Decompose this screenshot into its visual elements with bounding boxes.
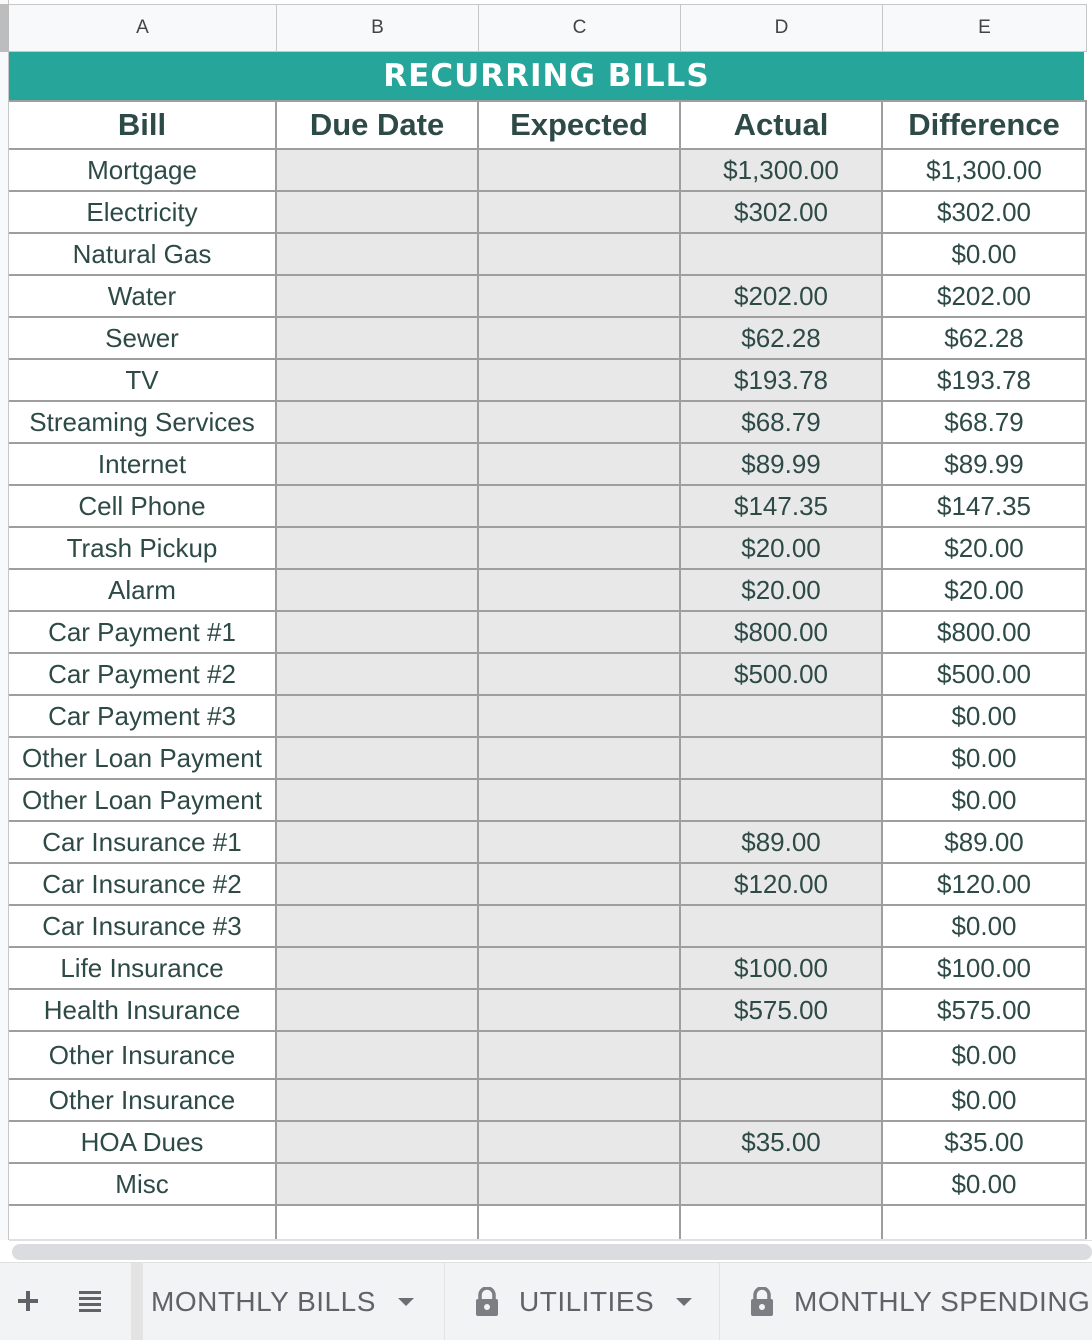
actual-cell[interactable] [681, 1164, 883, 1204]
column-header-d[interactable]: D [681, 5, 883, 51]
due-date-cell[interactable] [277, 1032, 479, 1078]
actual-cell[interactable]: $68.79 [681, 402, 883, 442]
sheet-title-cell[interactable]: RECURRING BILLS [9, 52, 1084, 100]
bill-cell[interactable]: Car Insurance #1 [9, 822, 277, 862]
actual-cell[interactable]: $500.00 [681, 654, 883, 694]
horizontal-scrollbar[interactable] [9, 1240, 1092, 1262]
actual-cell[interactable]: $35.00 [681, 1122, 883, 1162]
expected-cell[interactable] [479, 1080, 681, 1120]
table-row [9, 654, 1087, 696]
difference-cell[interactable]: $20.00 [883, 570, 1087, 610]
actual-cell[interactable] [681, 780, 883, 820]
difference-cell[interactable]: $0.00 [883, 234, 1087, 274]
bill-cell[interactable]: Cell Phone [9, 486, 277, 526]
table-row [9, 1032, 1087, 1080]
bill-cell[interactable]: Car Payment #1 [9, 612, 277, 652]
column-headers [9, 4, 1087, 52]
expected-cell[interactable] [479, 738, 681, 778]
table-header-row [9, 100, 1087, 150]
bill-cell[interactable]: TV [9, 360, 277, 400]
due-date-cell[interactable] [277, 150, 479, 190]
due-date-cell[interactable] [277, 696, 479, 736]
expected-cell[interactable] [479, 486, 681, 526]
column-header-c[interactable]: C [479, 5, 681, 51]
bill-cell[interactable]: Sewer [9, 318, 277, 358]
table-row [9, 612, 1087, 654]
empty-cell[interactable] [883, 1206, 1087, 1239]
expected-cell[interactable] [479, 780, 681, 820]
due-date-cell[interactable] [277, 780, 479, 820]
bill-cell[interactable]: Trash Pickup [9, 528, 277, 568]
expected-cell[interactable] [479, 402, 681, 442]
difference-cell[interactable]: $68.79 [883, 402, 1087, 442]
select-all-corner[interactable] [0, 4, 9, 52]
caret-down-icon[interactable] [398, 1298, 414, 1306]
list-icon [78, 1289, 102, 1313]
due-date-cell[interactable] [277, 864, 479, 904]
difference-cell[interactable]: $0.00 [883, 1032, 1087, 1078]
sheet-tab-bar [0, 1262, 1092, 1340]
tab-divider [131, 1263, 143, 1340]
actual-cell[interactable]: $193.78 [681, 360, 883, 400]
difference-cell[interactable]: $20.00 [883, 528, 1087, 568]
expected-cell[interactable] [479, 990, 681, 1030]
bill-cell[interactable]: Streaming Services [9, 402, 277, 442]
empty-cell[interactable] [277, 1206, 479, 1239]
difference-cell[interactable]: $0.00 [883, 906, 1087, 946]
table-row [9, 990, 1087, 1032]
bill-cell[interactable]: Car Insurance #2 [9, 864, 277, 904]
due-date-cell[interactable] [277, 1080, 479, 1120]
difference-cell[interactable]: $35.00 [883, 1122, 1087, 1162]
table-row [9, 1164, 1087, 1206]
tab-label: UTILITIES [519, 1286, 655, 1317]
empty-cell[interactable] [9, 1206, 277, 1239]
bill-cell[interactable]: Other Loan Payment [9, 738, 277, 778]
actual-cell[interactable]: $89.00 [681, 822, 883, 862]
table-row [9, 360, 1087, 402]
difference-cell[interactable]: $302.00 [883, 192, 1087, 232]
empty-cell[interactable] [681, 1206, 883, 1239]
actual-cell[interactable]: $302.00 [681, 192, 883, 232]
expected-cell[interactable] [479, 864, 681, 904]
table-row [9, 738, 1087, 780]
expected-cell[interactable] [479, 822, 681, 862]
bill-cell[interactable]: Other Insurance [9, 1080, 277, 1120]
bill-cell[interactable]: Water [9, 276, 277, 316]
bill-cell[interactable]: HOA Dues [9, 1122, 277, 1162]
tab-label: MONTHLY SPENDING [794, 1286, 1091, 1317]
table-row [9, 276, 1087, 318]
due-date-cell[interactable] [277, 654, 479, 694]
table-body [9, 150, 1087, 1240]
bill-cell[interactable]: Car Payment #2 [9, 654, 277, 694]
difference-cell[interactable]: $0.00 [883, 696, 1087, 736]
caret-down-icon[interactable] [676, 1298, 692, 1306]
difference-cell[interactable]: $0.00 [883, 1164, 1087, 1204]
header-bill[interactable]: Bill [9, 102, 277, 148]
expected-cell[interactable] [479, 192, 681, 232]
actual-cell[interactable]: $1,300.00 [681, 150, 883, 190]
due-date-cell[interactable] [277, 738, 479, 778]
difference-cell[interactable]: $89.99 [883, 444, 1087, 484]
due-date-cell[interactable] [277, 948, 479, 988]
expected-cell[interactable] [479, 360, 681, 400]
actual-cell[interactable]: $800.00 [681, 612, 883, 652]
empty-cell[interactable] [1084, 52, 1092, 100]
expected-cell[interactable] [479, 696, 681, 736]
actual-cell[interactable]: $100.00 [681, 948, 883, 988]
difference-cell[interactable]: $500.00 [883, 654, 1087, 694]
bill-cell[interactable]: Other Loan Payment [9, 780, 277, 820]
bill-cell[interactable]: Alarm [9, 570, 277, 610]
tab-monthly-spending[interactable] [720, 1263, 1092, 1340]
table-row [9, 864, 1087, 906]
difference-cell[interactable]: $0.00 [883, 780, 1087, 820]
expected-cell[interactable] [479, 150, 681, 190]
difference-cell[interactable]: $0.00 [883, 1080, 1087, 1120]
due-date-cell[interactable] [277, 1164, 479, 1204]
table-row [9, 150, 1087, 192]
due-date-cell[interactable] [277, 318, 479, 358]
bill-cell[interactable]: Natural Gas [9, 234, 277, 274]
actual-cell[interactable] [681, 696, 883, 736]
table-row [9, 192, 1087, 234]
due-date-cell[interactable] [277, 570, 479, 610]
bill-cell[interactable]: Life Insurance [9, 948, 277, 988]
bill-cell[interactable]: Health Insurance [9, 990, 277, 1030]
expected-cell[interactable] [479, 948, 681, 988]
all-sheets-button[interactable] [72, 1283, 108, 1319]
header-due-date[interactable]: Due Date [277, 102, 479, 148]
expected-cell[interactable] [479, 528, 681, 568]
due-date-cell[interactable] [277, 402, 479, 442]
empty-cell[interactable] [479, 1206, 681, 1239]
bill-cell[interactable]: Other Insurance [9, 1032, 277, 1078]
difference-cell[interactable]: $62.28 [883, 318, 1087, 358]
actual-cell[interactable]: $120.00 [681, 864, 883, 904]
column-header-e[interactable]: E [883, 5, 1087, 51]
difference-cell[interactable]: $120.00 [883, 864, 1087, 904]
actual-cell[interactable] [681, 906, 883, 946]
due-date-cell[interactable] [277, 192, 479, 232]
due-date-cell[interactable] [277, 990, 479, 1030]
due-date-cell[interactable] [277, 612, 479, 652]
expected-cell[interactable] [479, 234, 681, 274]
table-row [9, 528, 1087, 570]
difference-cell[interactable]: $800.00 [883, 612, 1087, 652]
difference-cell[interactable]: $0.00 [883, 738, 1087, 778]
difference-cell[interactable]: $100.00 [883, 948, 1087, 988]
bill-cell[interactable]: Internet [9, 444, 277, 484]
row-header-gutter [0, 0, 9, 1240]
expected-cell[interactable] [479, 654, 681, 694]
actual-cell[interactable] [681, 234, 883, 274]
expected-cell[interactable] [479, 1122, 681, 1162]
actual-cell[interactable]: $89.99 [681, 444, 883, 484]
actual-cell[interactable] [681, 1080, 883, 1120]
expected-cell[interactable] [479, 1032, 681, 1078]
due-date-cell[interactable] [277, 444, 479, 484]
bill-cell[interactable]: Misc [9, 1164, 277, 1204]
expected-cell[interactable] [479, 1164, 681, 1204]
difference-cell[interactable]: $89.00 [883, 822, 1087, 862]
table-row [9, 318, 1087, 360]
add-sheet-button[interactable] [10, 1283, 46, 1319]
actual-cell[interactable]: $62.28 [681, 318, 883, 358]
bill-cell[interactable]: Car Insurance #3 [9, 906, 277, 946]
empty-row [9, 1206, 1087, 1240]
difference-cell[interactable]: $575.00 [883, 990, 1087, 1030]
table-row [9, 780, 1087, 822]
due-date-cell[interactable] [277, 1122, 479, 1162]
difference-cell[interactable]: $1,300.00 [883, 150, 1087, 190]
table-row [9, 570, 1087, 612]
actual-cell[interactable]: $147.35 [681, 486, 883, 526]
due-date-cell[interactable] [277, 906, 479, 946]
actual-cell[interactable]: $575.00 [681, 990, 883, 1030]
actual-cell[interactable] [681, 1032, 883, 1078]
lock-icon [475, 1287, 499, 1317]
table-row [9, 402, 1087, 444]
table-row [9, 486, 1087, 528]
due-date-cell[interactable] [277, 276, 479, 316]
lock-icon [750, 1287, 774, 1317]
table-row [9, 1122, 1087, 1164]
tab-label: MONTHLY BILLS [151, 1286, 376, 1317]
due-date-cell[interactable] [277, 234, 479, 274]
column-header-a[interactable]: A [9, 5, 277, 51]
difference-cell[interactable]: $193.78 [883, 360, 1087, 400]
header-difference[interactable]: Difference [883, 102, 1087, 148]
bill-cell[interactable]: Mortgage [9, 150, 277, 190]
scrollbar-thumb[interactable] [12, 1244, 1092, 1260]
bill-cell[interactable]: Car Payment #3 [9, 696, 277, 736]
due-date-cell[interactable] [277, 360, 479, 400]
table-row [9, 1080, 1087, 1122]
table-row [9, 948, 1087, 990]
due-date-cell[interactable] [277, 528, 479, 568]
table-row [9, 906, 1087, 948]
expected-cell[interactable] [479, 570, 681, 610]
header-expected[interactable]: Expected [479, 102, 681, 148]
table-row [9, 234, 1087, 276]
table-row [9, 444, 1087, 486]
actual-cell[interactable]: $20.00 [681, 570, 883, 610]
due-date-cell[interactable] [277, 486, 479, 526]
due-date-cell[interactable] [277, 822, 479, 862]
column-header-b[interactable]: B [277, 5, 479, 51]
difference-cell[interactable]: $202.00 [883, 276, 1087, 316]
expected-cell[interactable] [479, 612, 681, 652]
table-row [9, 822, 1087, 864]
actual-cell[interactable]: $202.00 [681, 276, 883, 316]
expected-cell[interactable] [479, 906, 681, 946]
tab-monthly-bills[interactable] [143, 1263, 445, 1340]
table-row [9, 696, 1087, 738]
expected-cell[interactable] [479, 276, 681, 316]
expected-cell[interactable] [479, 318, 681, 358]
difference-cell[interactable]: $147.35 [883, 486, 1087, 526]
tab-utilities[interactable] [445, 1263, 720, 1340]
actual-cell[interactable]: $20.00 [681, 528, 883, 568]
bill-cell[interactable]: Electricity [9, 192, 277, 232]
actual-cell[interactable] [681, 738, 883, 778]
header-actual[interactable]: Actual [681, 102, 883, 148]
plus-icon [17, 1290, 39, 1312]
expected-cell[interactable] [479, 444, 681, 484]
